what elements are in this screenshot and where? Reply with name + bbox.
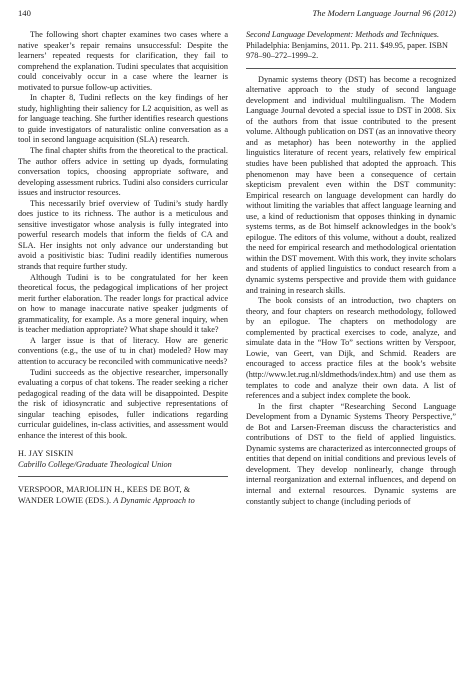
body-paragraph: Tudini succeeds as the objective researcher, impersonally evaluating a corpus of chat tokens. The reader seeking a richer pedagogical reading of the data will be disappointed. Despite the risk of idiosyncratic and subjective representations of singular teaching episodes, fuller indications regarding curricular guidelines, in-class activities, and assessment would enhance the interest of this book. [18, 367, 228, 440]
page-header [18, 6, 456, 20]
page-number: 140 [18, 8, 31, 18]
body-paragraph: A larger issue is that of literacy. How are generic conventions (e.g., the use of tu in chat) modeled? How may attention to accuracy be reconciled with communicative needs? [18, 335, 228, 366]
reviewer-name: H. JAY SISKIN [18, 449, 74, 459]
body-paragraph: In chapter 8, Tudini reflects on the key findings of her study, highlighting their saliency for L2 acquisition, as well as for language teaching. She further identifies research questions to guide investigators of naturalistic online conversation as a tool in second language acquisition (SLA) research. [18, 93, 228, 145]
body-paragraph: Although Tudini is to be congratulated for her keen theoretical focus, the pedagogical implications of her project merit further elaboration. The reader longs for practical advice on how to manage inaccurate native speaker judgments of grammaticality, for example. As a more general inquiry, when is teacher mediation appropriate? What shape should it take? [18, 272, 228, 335]
body-paragraph: The final chapter shifts from the theoretical to the practical. The author offers advice in setting up dyads, formulating conversation topics, choosing appropriate software, and developing assessment rubrics. Tudini also considers curricular issues and instructor resources. [18, 146, 228, 198]
book-citation-continued [246, 30, 456, 62]
book-title-start: A Dynamic Approach to [113, 495, 195, 505]
body-paragraph: The book consists of an introduction, two chapters on theory, and four chapters on research methodology, followed by an epilogue. The chapters on methodology are complemented by practical exercises to code, analyze, and simulate data in the “How To” sections written by Verspoor, Lowie, van Geert, van Dijk, and Schmid. Readers are encouraged to access practice files at the book’s website (http://www.let.rug.nl/sldmethods/index.htm) and use them as templates to code and analyze their own data. A list of references and a subject index complete the book. [246, 296, 456, 401]
body-paragraph: The following short chapter examines two cases where a native speaker’s repair remains unsuccessful: Despite the learners’ repeated requests for clarification, they fail to comprehend the explanation. Tudini speculates that acquisition could conceivably occur in a case where the learner is motivated to pursue follow-up activities. [18, 30, 228, 92]
body-paragraph: Dynamic systems theory (DST) has become a recognized alternative approach to the study of second language development and individual multilingualism. The Modern Language Journal devoted a special issue to DST in 2008. Six of the authors from that issue contributed to the present volume. Although publication on DST (as an innovative theory and as metaphor) has been noteworthy in the applied linguistics literature of recent years, relatively few empirical studies have been published that adopted the approach. This phenomenon may have been a consequence of certain skepticism prevalent even within the DST community: Empirical research on language development can hardly do without limiting the variables that affect language learning and use, a kind of reductionism that opposes thinking in dynamic systems terms, as de Bot himself acknowledges in the book’s epilogue. The editors of this volume, without a doubt, realized the need for empirical research and methodological orientation within the DST movement. With this work, they invite scholars and students of applied linguistics to conduct research from a dynamic systems perspective and provide them with guidance and training in research skills. [246, 74, 456, 295]
book-citation [18, 485, 228, 506]
body-paragraph: In the first chapter “Researching Second Language Development from a Dynamic Systems Theory Perspective,” de Bot and Larsen-Freeman discuss the characteristics and contributions of DST to the field of applied linguistics. Dynamic systems are characterized as interconnected groups of entities that depend on initial conditions and previous levels of development. They develop nonlinearly, change through internal reorganization and external influences, and depend on internal and external resources. Dynamic systems are constantly subject to change (including periods of [246, 401, 456, 506]
book-authors: VERSPOOR, MARJOLIJN H., KEES DE BOT, & WANDER LOWIE (EDS.). [18, 485, 191, 505]
book-details: Philadelphia: Benjamins, 2011. Pp. 211. $49.95, paper. ISBN 978–90–272–1999–2. [246, 40, 448, 61]
right-column [246, 30, 456, 507]
running-title: The Modern Language Journal 96 (2012) [312, 8, 456, 18]
section-divider [246, 68, 456, 69]
reviewer-affiliation: Cabrillo College/Graduate Theological Union [18, 459, 172, 469]
body-paragraph: This necessarily brief overview of Tudini’s study hardly does justice to its richness. The author is a meticulous and sensitive investigator whose analysis is fully integrated into powerful research models that inform the fields of CA and SLA. Her insights not only advance our understanding but avoid a positivistic bias: Tudini readily identifies numerous strands that require further study. [18, 198, 228, 272]
left-column [18, 30, 228, 507]
book-title-end: Second Language Development: Methods and Techniques. [246, 30, 440, 39]
section-divider [18, 476, 228, 477]
